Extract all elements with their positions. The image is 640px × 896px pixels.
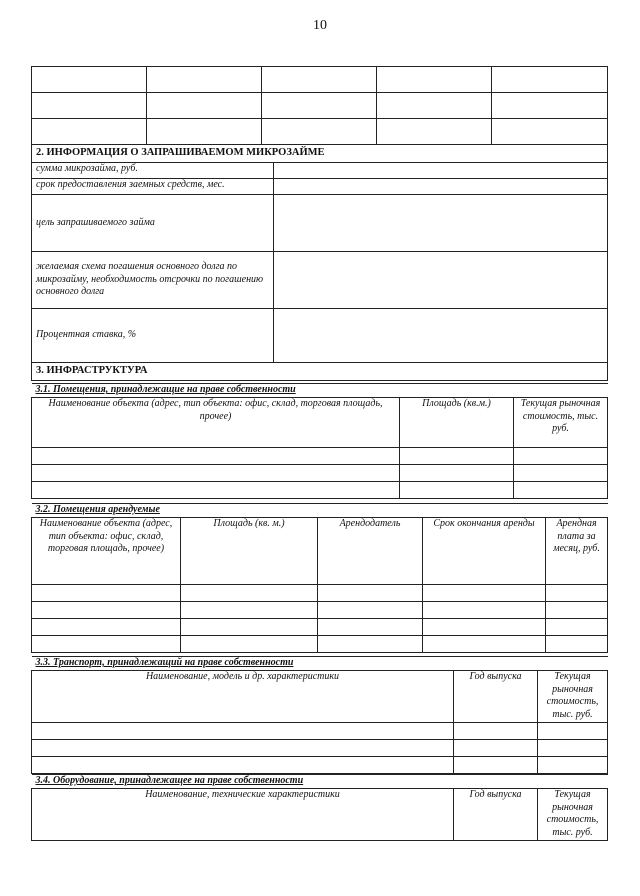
owned-premises-table bbox=[31, 383, 608, 499]
table-cell[interactable] bbox=[492, 93, 608, 119]
row-label: срок предоставления заемных средств, мес. bbox=[32, 179, 274, 195]
table-cell[interactable] bbox=[32, 757, 454, 774]
table-cell[interactable] bbox=[423, 619, 546, 636]
loan-purpose-field[interactable] bbox=[274, 195, 608, 252]
section-title: 3. ИНФРАСТРУКТУРА bbox=[32, 363, 608, 381]
table-cell[interactable] bbox=[181, 585, 318, 602]
row-label: желаемая схема погашения основного долга по микрозайму, необходимость отсрочки по погашению основного долга bbox=[32, 252, 274, 309]
table-cell[interactable] bbox=[32, 602, 181, 619]
column-header: Год выпуска bbox=[454, 789, 538, 841]
table-cell[interactable] bbox=[32, 740, 454, 757]
table-cell[interactable] bbox=[32, 723, 454, 740]
table-cell[interactable] bbox=[181, 619, 318, 636]
table-cell[interactable] bbox=[514, 482, 608, 499]
table-cell[interactable] bbox=[32, 448, 400, 465]
page-number: 10 bbox=[313, 18, 327, 33]
rented-premises-table bbox=[31, 503, 608, 653]
column-header: Арендная плата за месяц, руб. bbox=[546, 518, 608, 585]
table-cell[interactable] bbox=[318, 619, 423, 636]
table-cell[interactable] bbox=[492, 67, 608, 93]
column-header: Наименование, модель и др. характеристики bbox=[32, 671, 454, 723]
table-cell[interactable] bbox=[546, 636, 608, 653]
column-header: Срок окончания аренды bbox=[423, 518, 546, 585]
carryover-table bbox=[31, 66, 608, 145]
subsection-title: 3.2. Помещения арендуемые bbox=[32, 504, 608, 518]
section-title: 2. ИНФОРМАЦИЯ О ЗАПРАШИВАЕМОМ МИКРОЗАЙМЕ bbox=[32, 145, 608, 163]
table-cell[interactable] bbox=[32, 465, 400, 482]
column-header: Наименование объекта (адрес, тип объекта: офис, склад, торговая площадь, прочее) bbox=[32, 398, 400, 448]
table-cell[interactable] bbox=[147, 93, 262, 119]
table-cell[interactable] bbox=[181, 602, 318, 619]
table-cell[interactable] bbox=[514, 465, 608, 482]
table-cell[interactable] bbox=[32, 93, 147, 119]
column-header: Наименование объекта (адрес, тип объекта: офис, склад, торговая площадь, прочее) bbox=[32, 518, 181, 585]
table-cell[interactable] bbox=[400, 448, 514, 465]
owned-transport-table bbox=[31, 656, 608, 774]
table-cell[interactable] bbox=[377, 93, 492, 119]
table-cell[interactable] bbox=[318, 636, 423, 653]
column-header: Год выпуска bbox=[454, 671, 538, 723]
row-label: Процентная ставка, % bbox=[32, 309, 274, 363]
table-cell[interactable] bbox=[492, 119, 608, 145]
table-cell[interactable] bbox=[423, 602, 546, 619]
repayment-scheme-field[interactable] bbox=[274, 252, 608, 309]
table-cell[interactable] bbox=[454, 757, 538, 774]
column-header: Арендодатель bbox=[318, 518, 423, 585]
table-cell[interactable] bbox=[423, 585, 546, 602]
table-cell[interactable] bbox=[546, 619, 608, 636]
table-cell[interactable] bbox=[32, 619, 181, 636]
table-cell[interactable] bbox=[318, 602, 423, 619]
table-cell[interactable] bbox=[32, 585, 181, 602]
subsection-title: 3.1. Помещения, принадлежащие на праве собственности bbox=[32, 384, 608, 398]
table-cell[interactable] bbox=[32, 119, 147, 145]
loan-term-field[interactable] bbox=[274, 179, 608, 195]
table-cell[interactable] bbox=[32, 482, 400, 499]
column-header: Текущая рыночная стоимость, тыс. руб. bbox=[514, 398, 608, 448]
table-cell[interactable] bbox=[538, 757, 608, 774]
table-cell[interactable] bbox=[423, 636, 546, 653]
table-cell[interactable] bbox=[454, 740, 538, 757]
table-cell[interactable] bbox=[546, 602, 608, 619]
table-cell[interactable] bbox=[318, 585, 423, 602]
table-cell[interactable] bbox=[32, 636, 181, 653]
row-label: сумма микрозайма, руб. bbox=[32, 163, 274, 179]
interest-rate-field[interactable] bbox=[274, 309, 608, 363]
table-cell[interactable] bbox=[400, 465, 514, 482]
owned-equipment-table bbox=[31, 774, 608, 841]
table-cell[interactable] bbox=[538, 740, 608, 757]
table-cell[interactable] bbox=[262, 119, 377, 145]
column-header: Текущая рыночная стоимость, тыс. руб. bbox=[538, 671, 608, 723]
column-header: Площадь (кв.м.) bbox=[400, 398, 514, 448]
subsection-title: 3.4. Оборудование, принадлежащее на праве собственности bbox=[32, 775, 608, 789]
table-cell[interactable] bbox=[147, 67, 262, 93]
table-cell[interactable] bbox=[32, 67, 147, 93]
table-cell[interactable] bbox=[181, 636, 318, 653]
column-header: Площадь (кв. м.) bbox=[181, 518, 318, 585]
table-cell[interactable] bbox=[262, 93, 377, 119]
table-cell[interactable] bbox=[377, 119, 492, 145]
table-cell[interactable] bbox=[546, 585, 608, 602]
column-header: Наименование, технические характеристики bbox=[32, 789, 454, 841]
microloan-info-table bbox=[31, 144, 608, 363]
column-header: Текущая рыночная стоимость, тыс. руб. bbox=[538, 789, 608, 841]
table-cell[interactable] bbox=[514, 448, 608, 465]
table-cell[interactable] bbox=[147, 119, 262, 145]
table-cell[interactable] bbox=[538, 723, 608, 740]
loan-amount-field[interactable] bbox=[274, 163, 608, 179]
table-cell[interactable] bbox=[262, 67, 377, 93]
infrastructure-header bbox=[31, 362, 608, 381]
table-cell[interactable] bbox=[454, 723, 538, 740]
subsection-title: 3.3. Транспорт, принадлежащий на праве собственности bbox=[32, 657, 608, 671]
row-label: цель запрашиваемого займа bbox=[32, 195, 274, 252]
table-cell[interactable] bbox=[400, 482, 514, 499]
table-cell[interactable] bbox=[377, 67, 492, 93]
